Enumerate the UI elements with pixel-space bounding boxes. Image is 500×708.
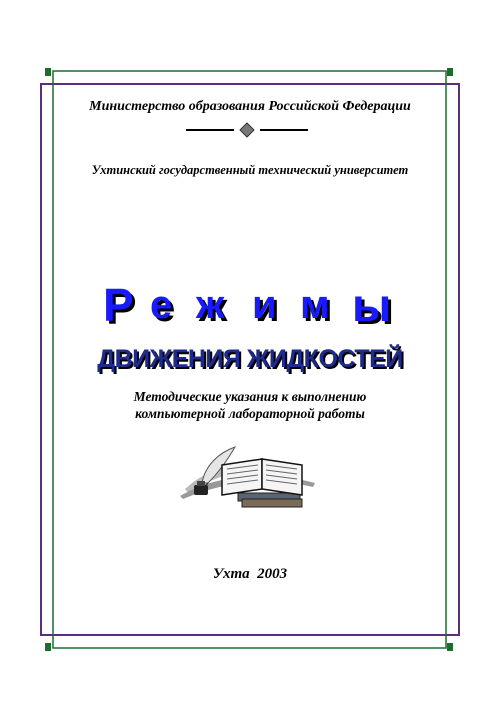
city-year: Ухта 2003 [212, 566, 288, 582]
ministry-heading: Министерство образования Российской Федерации [89, 99, 411, 114]
divider-ornament [186, 120, 316, 140]
title-main-word [0, 275, 500, 335]
corner-square-bl [45, 643, 51, 651]
corner-square-br [447, 643, 453, 651]
corner-square-tl [45, 68, 51, 76]
book-inkwell-illustration [180, 441, 320, 521]
title-letter: м [300, 283, 330, 327]
title-letter: и [252, 283, 277, 327]
title-letter: е [150, 283, 173, 327]
title-letter: ж [196, 283, 225, 327]
description [0, 388, 500, 422]
subtitle: ДВИЖЕНИЯ ЖИДКОСТЕЙ [97, 345, 403, 373]
inkwell-icon [194, 485, 208, 495]
university-heading: Ухтинский государственный технический университет [91, 163, 409, 177]
title-letter: Р [103, 279, 134, 331]
title-letter: ы [352, 279, 392, 331]
corner-square-tr [447, 68, 453, 76]
description-line-1: Методические указания к выполнению [133, 389, 367, 404]
description-line-2: компьютерной лабораторной работы [135, 406, 365, 421]
